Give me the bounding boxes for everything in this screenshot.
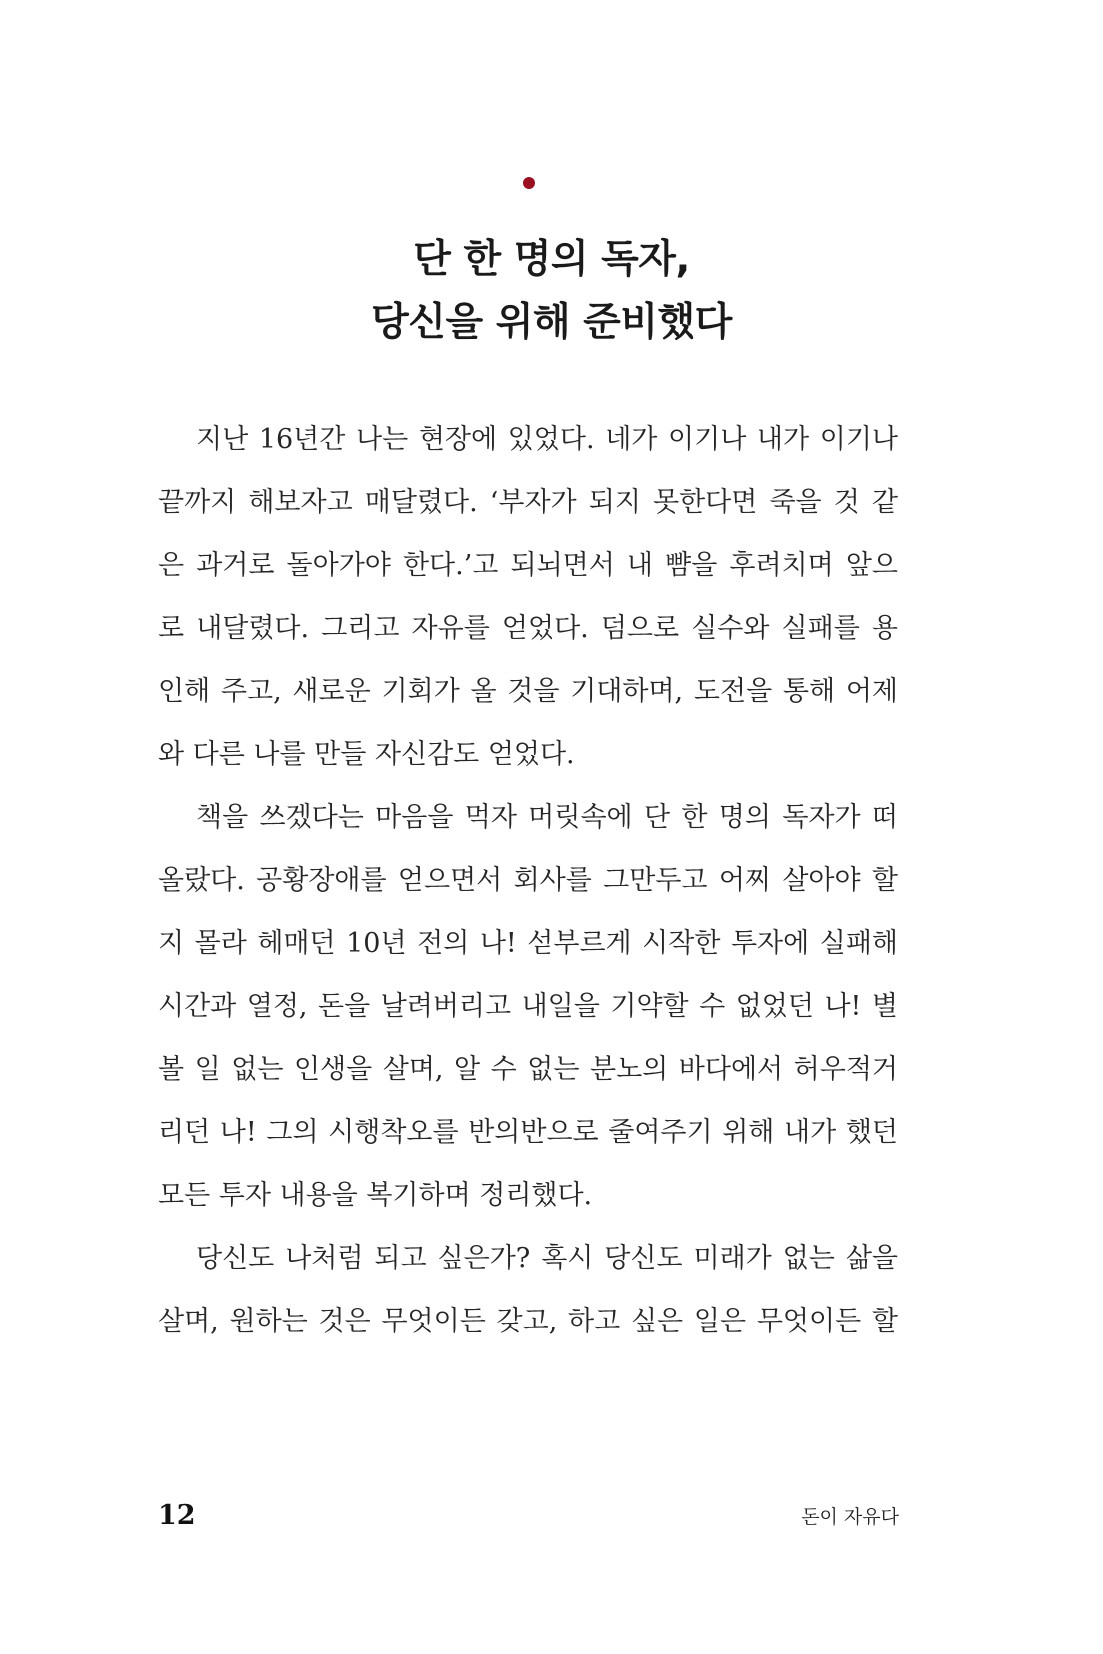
chapter-heading — [0, 228, 1103, 354]
text-line: 끝까지 해보자고 매달렸다. ‘부자가 되지 못한다면 죽을 것 같 — [158, 487, 898, 518]
ornament-dot — [523, 177, 535, 189]
text-line: 올랐다. 공황장애를 얻으면서 회사를 그만두고 어찌 살아야 할 — [158, 865, 898, 896]
text-line: 살며, 원하는 것은 무엇이든 갖고, 하고 싶은 일은 무엇이든 할 — [158, 1306, 898, 1337]
text-line: 모든 투자 내용을 복기하며 정리했다. — [158, 1180, 593, 1211]
chapter-heading-line-1: 단 한 명의 독자, — [413, 237, 690, 282]
text-line: 은 과거로 돌아가야 한다.’고 되뇌면서 내 뺨을 후려치며 앞으 — [158, 550, 898, 581]
text-line: 지 몰라 헤매던 10년 전의 나! 섣부르게 시작한 투자에 실패해 — [158, 928, 898, 959]
text-line: 로 내달렸다. 그리고 자유를 얻었다. 덤으로 실수와 실패를 용 — [158, 613, 898, 644]
body-text — [158, 408, 898, 1353]
text-line: 당신도 나처럼 되고 싶은가? 혹시 당신도 미래가 없는 삶을 — [196, 1243, 898, 1274]
text-line: 리던 나! 그의 시행착오를 반의반으로 줄여주기 위해 내가 했던 — [158, 1117, 898, 1148]
text-line: 인해 주고, 새로운 기회가 올 것을 기대하며, 도전을 통해 어제 — [158, 676, 898, 707]
chapter-heading-line-2: 당신을 위해 준비했다 — [371, 300, 732, 345]
text-line: 시간과 열정, 돈을 날려버리고 내일을 기약할 수 없었던 나! 별 — [158, 991, 898, 1022]
running-title: 돈이 자유다 — [801, 1506, 899, 1528]
text-line: 볼 일 없는 인생을 살며, 알 수 없는 분노의 바다에서 허우적거 — [158, 1054, 898, 1085]
page-number: 12 — [158, 1500, 196, 1531]
text-line: 와 다른 나를 만들 자신감도 얻었다. — [158, 739, 575, 770]
text-line: 책을 쓰겠다는 마음을 먹자 머릿속에 단 한 명의 독자가 떠 — [196, 802, 898, 833]
text-line: 지난 16년간 나는 현장에 있었다. 네가 이기나 내가 이기나 — [196, 424, 898, 455]
